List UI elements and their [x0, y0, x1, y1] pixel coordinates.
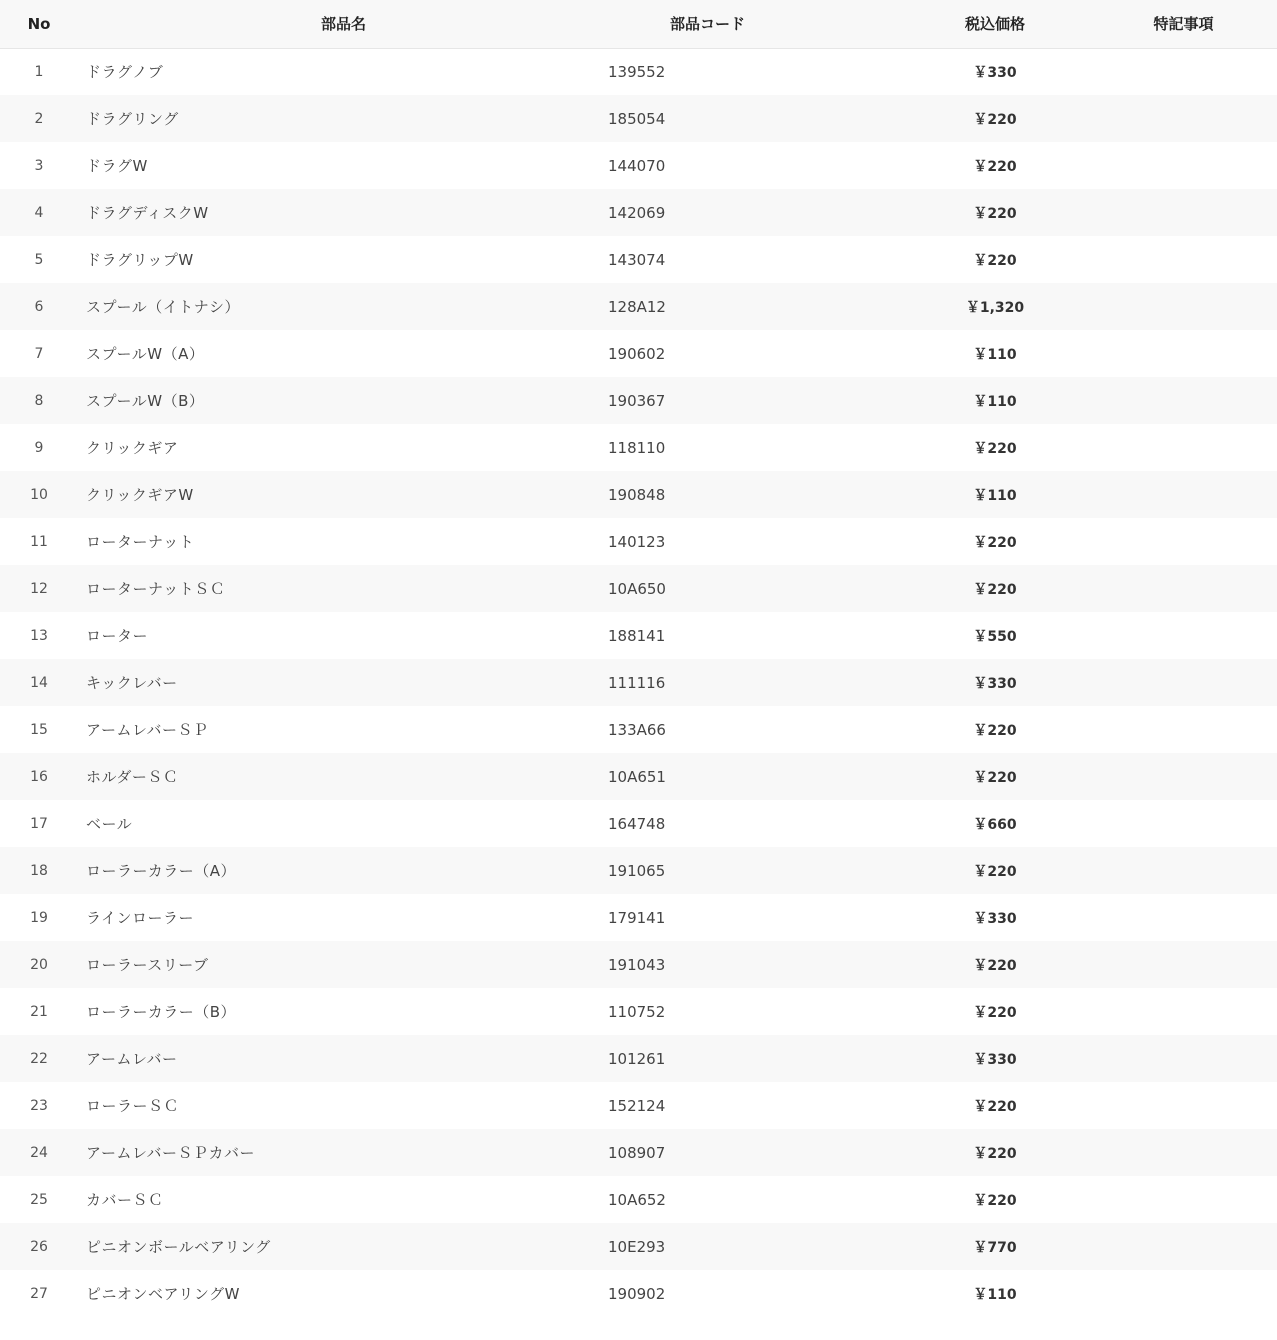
table-row — [0, 330, 1277, 377]
row-part-name: アームレバー — [86, 1050, 178, 1068]
row-no: 16 — [30, 768, 48, 785]
row-price: ￥220 — [973, 534, 1017, 551]
row-part-name: ローラーカラー（A） — [86, 862, 236, 880]
table-row — [0, 612, 1277, 659]
row-no: 14 — [30, 674, 48, 691]
row-price: ￥220 — [973, 440, 1017, 457]
row-no: 19 — [30, 909, 48, 926]
row-part-code: 10E293 — [608, 1237, 666, 1256]
row-part-name: ピニオンボールベアリング — [86, 1238, 271, 1256]
row-part-code: 191065 — [608, 861, 666, 880]
row-part-name: アームレバーＳＰカバー — [86, 1144, 256, 1162]
row-part-name: スプールW（A） — [86, 345, 205, 363]
row-part-code: 118110 — [608, 438, 666, 457]
row-price: ￥660 — [973, 816, 1017, 833]
table-row — [0, 706, 1277, 753]
table-row — [0, 1129, 1277, 1176]
row-part-name: ラインローラー — [86, 909, 195, 927]
table-row — [0, 1082, 1277, 1129]
row-no: 23 — [30, 1097, 48, 1114]
row-price: ￥220 — [973, 1098, 1017, 1115]
row-part-code: 144070 — [608, 156, 666, 175]
row-no: 20 — [30, 956, 48, 973]
table-row — [0, 518, 1277, 565]
row-price: ￥330 — [973, 1051, 1017, 1068]
row-part-name: ドラグリング — [86, 110, 179, 128]
header-part-code: 部品コード — [670, 15, 746, 34]
row-no: 9 — [34, 439, 44, 456]
header-notes: 特記事項 — [1153, 15, 1214, 34]
row-no: 15 — [30, 721, 48, 738]
row-part-code: 190602 — [608, 344, 666, 363]
row-price: ￥220 — [973, 252, 1017, 269]
row-part-code: 179141 — [608, 908, 666, 927]
table-row — [0, 988, 1277, 1035]
table-row — [0, 659, 1277, 706]
row-note — [1090, 1035, 1277, 1082]
row-price: ￥1,320 — [965, 299, 1025, 316]
row-note — [1090, 1223, 1277, 1270]
table-row — [0, 941, 1277, 988]
row-note — [1090, 142, 1277, 189]
table-row — [0, 847, 1277, 894]
table-row — [0, 424, 1277, 471]
row-note — [1090, 283, 1277, 330]
row-note — [1090, 1082, 1277, 1129]
row-part-code: 188141 — [608, 626, 666, 645]
row-price: ￥220 — [973, 111, 1017, 128]
row-note — [1090, 424, 1277, 471]
row-part-name: ピニオンベアリングW — [86, 1285, 240, 1303]
row-part-code: 10A651 — [608, 767, 666, 786]
row-price: ￥330 — [973, 910, 1017, 927]
row-no: 3 — [34, 157, 44, 174]
row-no: 10 — [30, 486, 48, 503]
table-row — [0, 48, 1277, 95]
header-part-name: 部品名 — [320, 15, 366, 34]
row-note — [1090, 941, 1277, 988]
row-part-code: 128A12 — [608, 297, 666, 316]
table-row — [0, 377, 1277, 424]
row-part-name: ドラグノブ — [86, 63, 164, 82]
table-body — [0, 48, 1277, 1317]
table-row — [0, 1270, 1277, 1317]
row-note — [1090, 236, 1277, 283]
row-price: ￥110 — [973, 346, 1017, 363]
row-note — [1090, 377, 1277, 424]
row-note — [1090, 988, 1277, 1035]
row-no: 7 — [34, 345, 44, 362]
row-no: 13 — [30, 627, 48, 644]
row-part-code: 143074 — [608, 250, 666, 269]
row-part-code: 152124 — [608, 1096, 666, 1115]
table-row — [0, 471, 1277, 518]
row-part-code: 142069 — [608, 203, 666, 222]
row-part-name: ドラグW — [86, 157, 148, 175]
row-price: ￥110 — [973, 393, 1017, 410]
row-no: 1 — [34, 63, 44, 80]
row-price: ￥220 — [973, 769, 1017, 786]
row-part-code: 191043 — [608, 955, 666, 974]
table-header — [0, 0, 1277, 48]
row-part-name: ローターナットＳＣ — [86, 580, 226, 598]
header-row — [0, 0, 1277, 48]
row-price: ￥110 — [973, 487, 1017, 504]
row-price: ￥220 — [973, 863, 1017, 880]
row-part-code: 110752 — [608, 1002, 666, 1021]
row-price: ￥220 — [973, 957, 1017, 974]
row-note — [1090, 612, 1277, 659]
row-price: ￥220 — [973, 1004, 1017, 1021]
row-no: 21 — [30, 1003, 48, 1020]
row-part-name: クリックギア — [86, 439, 179, 457]
row-no: 27 — [30, 1285, 48, 1302]
row-part-name: ドラグディスクW — [86, 204, 209, 222]
row-part-name: ローラースリーブ — [86, 956, 209, 974]
row-price: ￥220 — [973, 1192, 1017, 1209]
row-part-code: 164748 — [608, 814, 666, 833]
row-price: ￥220 — [973, 1145, 1017, 1162]
row-price: ￥220 — [973, 581, 1017, 598]
row-part-name: キックレバー — [86, 674, 178, 692]
row-part-code: 133A66 — [608, 720, 666, 739]
table-row — [0, 189, 1277, 236]
row-price: ￥220 — [973, 722, 1017, 739]
row-part-code: 10A650 — [608, 579, 666, 598]
table-row — [0, 283, 1277, 330]
table-row — [0, 753, 1277, 800]
row-part-name: ドラグリップW — [86, 251, 194, 269]
row-note — [1090, 659, 1277, 706]
row-note — [1090, 706, 1277, 753]
row-part-code: 190848 — [608, 485, 666, 504]
row-part-code: 101261 — [608, 1049, 666, 1068]
table-row — [0, 565, 1277, 612]
row-price: ￥220 — [973, 158, 1017, 175]
row-no: 25 — [30, 1191, 48, 1208]
row-no: 4 — [34, 204, 44, 221]
row-note — [1090, 518, 1277, 565]
row-part-code: 190367 — [608, 391, 666, 410]
table-row — [0, 1176, 1277, 1223]
row-part-code: 108907 — [608, 1143, 666, 1162]
row-part-name: ベール — [86, 815, 133, 833]
table-row — [0, 800, 1277, 847]
row-note — [1090, 800, 1277, 847]
row-part-name: ホルダーＳＣ — [86, 768, 179, 786]
row-price: ￥330 — [973, 64, 1017, 81]
row-part-name: スプールW（B） — [86, 392, 205, 410]
row-part-code: 185054 — [608, 109, 666, 128]
row-no: 2 — [34, 110, 44, 127]
row-note — [1090, 847, 1277, 894]
row-price: ￥770 — [973, 1239, 1017, 1256]
table-row — [0, 1223, 1277, 1270]
row-part-name: ローラーカラー（B） — [86, 1003, 236, 1021]
row-note — [1090, 753, 1277, 800]
row-no: 18 — [30, 862, 48, 879]
row-part-name: ローラーＳＣ — [86, 1097, 180, 1115]
header-price-incl-tax: 税込価格 — [964, 15, 1025, 34]
row-no: 5 — [34, 251, 44, 268]
row-part-name: スプール（イトナシ） — [86, 298, 240, 316]
table-row — [0, 1035, 1277, 1082]
table-row — [0, 236, 1277, 283]
row-part-name: ローターナット — [86, 533, 195, 551]
row-no: 12 — [30, 580, 48, 597]
table-row — [0, 142, 1277, 189]
row-no: 6 — [34, 298, 44, 315]
table-row — [0, 95, 1277, 142]
row-no: 8 — [34, 392, 44, 409]
row-part-code: 140123 — [608, 532, 666, 551]
row-no: 26 — [30, 1238, 48, 1255]
row-note — [1090, 48, 1277, 95]
row-no: 22 — [30, 1050, 48, 1067]
row-note — [1090, 894, 1277, 941]
row-part-code: 111116 — [608, 673, 666, 692]
header-no: No — [27, 14, 51, 33]
row-note — [1090, 565, 1277, 612]
row-no: 24 — [30, 1144, 48, 1161]
row-price: ￥110 — [973, 1286, 1017, 1303]
row-part-name: ローター — [86, 627, 149, 645]
row-no: 11 — [30, 533, 48, 550]
row-part-code: 10A652 — [608, 1190, 666, 1209]
row-no: 17 — [30, 815, 48, 832]
row-part-code: 139552 — [608, 62, 666, 81]
row-part-name: クリックギアW — [86, 486, 194, 504]
row-note — [1090, 471, 1277, 518]
row-part-code: 190902 — [608, 1284, 666, 1303]
row-note — [1090, 1176, 1277, 1223]
row-part-name: カバーＳＣ — [86, 1191, 164, 1209]
row-price: ￥550 — [973, 628, 1017, 645]
row-note — [1090, 189, 1277, 236]
row-note — [1090, 1270, 1277, 1317]
row-part-name: アームレバーＳＰ — [86, 721, 209, 739]
row-note — [1090, 1129, 1277, 1176]
table-row — [0, 894, 1277, 941]
row-note — [1090, 95, 1277, 142]
row-price: ￥330 — [973, 675, 1017, 692]
row-price: ￥220 — [973, 205, 1017, 222]
row-note — [1090, 330, 1277, 377]
